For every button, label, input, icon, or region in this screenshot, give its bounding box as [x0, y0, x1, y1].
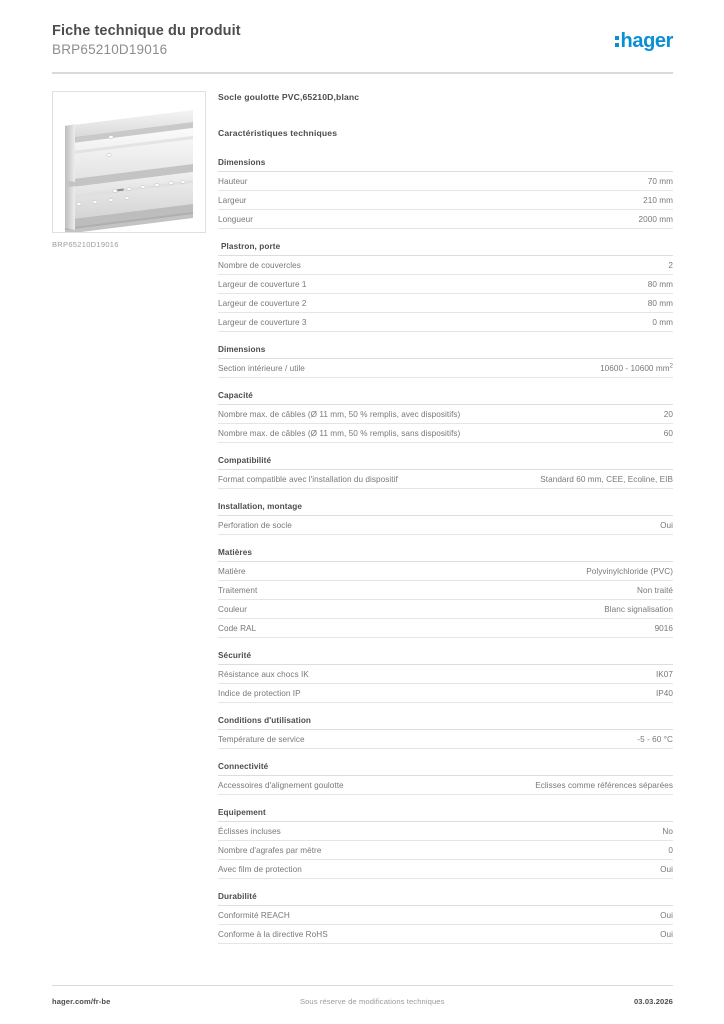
spec-group-title: Connectivité [218, 761, 673, 776]
spec-row [218, 581, 673, 600]
spec-row [218, 294, 673, 313]
spec-row-label: Avec film de protection [218, 865, 302, 874]
spec-row-value: Oui [660, 911, 673, 920]
spec-row-label: Section intérieure / utile [218, 364, 305, 373]
spec-group-title: Matières [218, 547, 673, 562]
spec-row [218, 776, 673, 795]
spec-group [218, 761, 673, 795]
spec-row-label: Matière [218, 567, 246, 576]
spec-row-label: Conforme à la directive RoHS [218, 930, 328, 939]
pvc-trunking-illustration [53, 92, 205, 232]
spec-row-value: No [662, 827, 673, 836]
spec-row-label: Largeur de couverture 2 [218, 299, 307, 308]
spec-row-value: 9016 [654, 624, 673, 633]
spec-group [218, 241, 673, 332]
spec-row [218, 665, 673, 684]
spec-row-label: Largeur de couverture 3 [218, 318, 307, 327]
spec-row-label: Indice de protection IP [218, 689, 301, 698]
spec-row-label: Largeur de couverture 1 [218, 280, 307, 289]
spec-row-label: Conformité REACH [218, 911, 290, 920]
header-divider [52, 72, 673, 74]
spec-row-value: 80 mm [647, 299, 673, 308]
spec-row-value: IK07 [655, 670, 673, 679]
spec-row-label: Format compatible avec l'installation du dispositif [218, 475, 398, 484]
spec-group [218, 455, 673, 489]
spec-row-label: Nombre d'agrafes par mètre [218, 846, 322, 855]
spec-group-title: Capacité [218, 390, 673, 405]
spec-group [218, 807, 673, 879]
spec-row-label: Longueur [218, 215, 254, 224]
spec-row-label: Température de service [218, 735, 305, 744]
spec-row-value: 70 mm [647, 177, 673, 186]
spec-group-title: Durabilité [218, 891, 673, 906]
footer-website[interactable]: hager.com/fr-be [52, 997, 111, 1006]
spec-row-value: 210 mm [643, 196, 673, 205]
spec-row [218, 562, 673, 581]
spec-groups [218, 157, 673, 944]
spec-group-title: Plastron, porte [218, 241, 673, 256]
spec-row [218, 906, 673, 925]
spec-row-value: 0 mm [652, 318, 673, 327]
product-name: Socle goulotte PVC,65210D,blanc [218, 92, 360, 102]
spec-group [218, 157, 673, 229]
spec-row [218, 470, 673, 489]
footer-disclaimer: Sous réserve de modifications techniques [299, 997, 445, 1006]
spec-row-value: Standard 60 mm, CEE, Ecoline, EIB [540, 475, 673, 484]
spec-row [218, 405, 673, 424]
spec-row [218, 359, 673, 378]
spec-row [218, 313, 673, 332]
spec-group-title: Sécurité [218, 650, 673, 665]
spec-row-value: IP40 [655, 689, 673, 698]
spec-row [218, 925, 673, 944]
spec-row [218, 172, 673, 191]
spec-row [218, 841, 673, 860]
spec-row-value: 2000 mm [638, 215, 673, 224]
spec-row-label: Nombre de couvercles [218, 261, 301, 270]
spec-group [218, 547, 673, 638]
spec-row-value: 0 [668, 846, 673, 855]
spec-row [218, 822, 673, 841]
spec-row [218, 684, 673, 703]
spec-row-label: Nombre max. de câbles (Ø 11 mm, 50 % remplis, avec dispositifs) [218, 410, 461, 419]
page-footer [52, 996, 673, 1007]
spec-row-value: -5 - 60 °C [637, 735, 673, 744]
spec-group [218, 501, 673, 535]
footer-date: 03.03.2026 [633, 997, 673, 1006]
product-image-caption: BRP65210D19016 [52, 240, 119, 249]
spec-row-label: Code RAL [218, 624, 257, 633]
product-image [52, 91, 206, 233]
page-title: Fiche technique du produit [52, 23, 241, 39]
spec-group [218, 650, 673, 703]
product-reference: BRP65210D19016 [52, 42, 168, 57]
spec-row-value: 80 mm [647, 280, 673, 289]
spec-row-value: Oui [660, 865, 673, 874]
spec-row [218, 516, 673, 535]
spec-group-title: Conditions d'utilisation [218, 715, 673, 730]
spec-row-label: Résistance aux chocs IK [218, 670, 309, 679]
spec-group [218, 344, 673, 378]
specification-table [218, 91, 673, 944]
spec-group-title: Compatibilité [218, 455, 673, 470]
spec-row-value: 2 [668, 261, 673, 270]
spec-row-value: Blanc signalisation [604, 605, 673, 614]
spec-row-value: Eclisses comme références séparées [535, 781, 673, 790]
logo-wordmark: hager [620, 30, 673, 52]
spec-row-label: Accessoires d'alignement goulotte [218, 781, 344, 790]
spec-row-value: 60 [663, 429, 673, 438]
spec-row [218, 619, 673, 638]
logo-colon-icon [615, 34, 619, 49]
spec-row [218, 210, 673, 229]
spec-row-label: Nombre max. de câbles (Ø 11 mm, 50 % remplis, sans dispositifs) [218, 429, 461, 438]
spec-row-label: Couleur [218, 605, 248, 614]
footer-divider [52, 985, 673, 986]
spec-row-value: 20 [663, 410, 673, 419]
spec-row [218, 600, 673, 619]
product-figure [52, 91, 206, 250]
spec-group-title: Installation, montage [218, 501, 673, 516]
spec-row-label: Perforation de socle [218, 521, 292, 530]
page-header [52, 22, 673, 74]
spec-row [218, 730, 673, 749]
spec-row-value: Oui [660, 930, 673, 939]
spec-row-label: Largeur [218, 196, 247, 205]
spec-row [218, 424, 673, 443]
spec-row-label: Éclisses incluses [218, 827, 281, 836]
spec-row [218, 256, 673, 275]
spec-group [218, 390, 673, 443]
spec-group-title: Dimensions [218, 157, 673, 172]
spec-group-title: Dimensions [218, 344, 673, 359]
spec-row-value: Oui [660, 521, 673, 530]
spec-row-value: Polyvinylchloride (PVC) [586, 567, 673, 576]
spec-row [218, 275, 673, 294]
spec-group [218, 715, 673, 749]
spec-row-label: Hauteur [218, 177, 248, 186]
technical-characteristics-heading: Caractéristiques techniques [218, 128, 338, 138]
spec-row [218, 860, 673, 879]
spec-row-value: 10600 - 10600 $mm^2$ [600, 363, 673, 373]
spec-row-value: Non traité [637, 586, 673, 595]
spec-group [218, 891, 673, 944]
spec-row [218, 191, 673, 210]
spec-row-label: Traitement [218, 586, 258, 595]
hager-logo [615, 30, 673, 52]
spec-group-title: Equipement [218, 807, 673, 822]
